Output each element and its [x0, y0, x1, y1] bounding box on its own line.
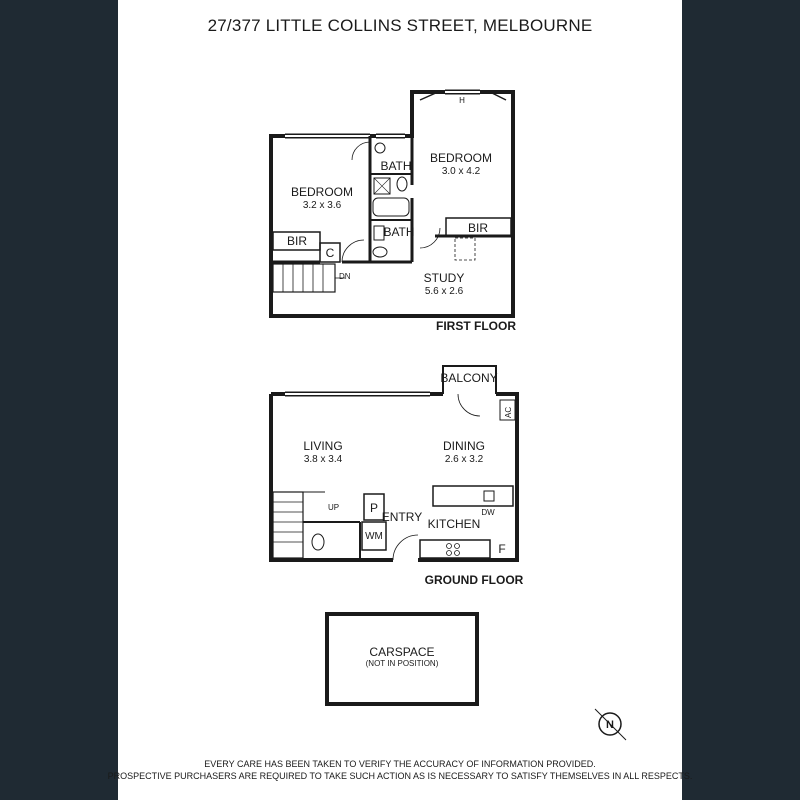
stair-up-label: UP	[328, 503, 340, 512]
stair-down-label: DN	[339, 272, 351, 281]
bedroom-2-label: BEDROOM	[429, 151, 493, 165]
bir-left-label: BIR	[286, 234, 308, 248]
living-dims: 3.8 x 3.4	[303, 454, 343, 465]
bath-upper-label: BATH	[380, 159, 412, 173]
disclaimer-line-1: EVERY CARE HAS BEEN TAKEN TO VERIFY THE ACCURACY OF INFORMATION PROVIDED.	[204, 759, 596, 769]
bedroom-1-label: BEDROOM	[290, 185, 354, 199]
heater-label: H	[459, 96, 465, 105]
bath-lower-label: BATH	[383, 225, 415, 239]
cupboard-label: C	[325, 246, 335, 260]
compass-north-letter: N	[606, 719, 614, 731]
property-address: 27/377 LITTLE COLLINS STREET, MELBOURNE	[207, 16, 593, 35]
study-dims: 5.6 x 2.6	[424, 286, 464, 297]
study-label: STUDY	[423, 271, 465, 285]
bedroom-2-dims: 3.0 x 4.2	[441, 166, 481, 177]
pantry-label: P	[369, 501, 379, 515]
disclaimer-line-2: PROSPECTIVE PURCHASERS ARE REQUIRED TO TAKE SUCH ACTION AS IS NECESSARY TO SATISFY THEMSELVES IN ALL RESPECTS.	[107, 771, 693, 781]
dining-label: DINING	[443, 439, 485, 453]
ac-label: AC	[504, 406, 513, 418]
wm-label: WM	[365, 531, 383, 542]
dining-dims: 2.6 x 3.2	[444, 454, 484, 465]
living-label: LIVING	[303, 439, 343, 453]
first-floor-label: FIRST FLOOR	[436, 319, 516, 333]
fridge-label: F	[498, 542, 506, 556]
carspace-note: (NOT IN POSITION)	[365, 659, 439, 668]
bir-right-label: BIR	[467, 221, 489, 235]
entry-label: ENTRY	[381, 510, 423, 524]
ground-floor-label: GROUND FLOOR	[424, 573, 524, 587]
kitchen-label: KITCHEN	[427, 517, 481, 531]
bedroom-1-dims: 3.2 x 3.6	[302, 200, 342, 211]
balcony-label: BALCONY	[440, 371, 498, 385]
carspace-label: CARSPACE	[369, 645, 435, 659]
dw-label: DW	[481, 508, 495, 517]
